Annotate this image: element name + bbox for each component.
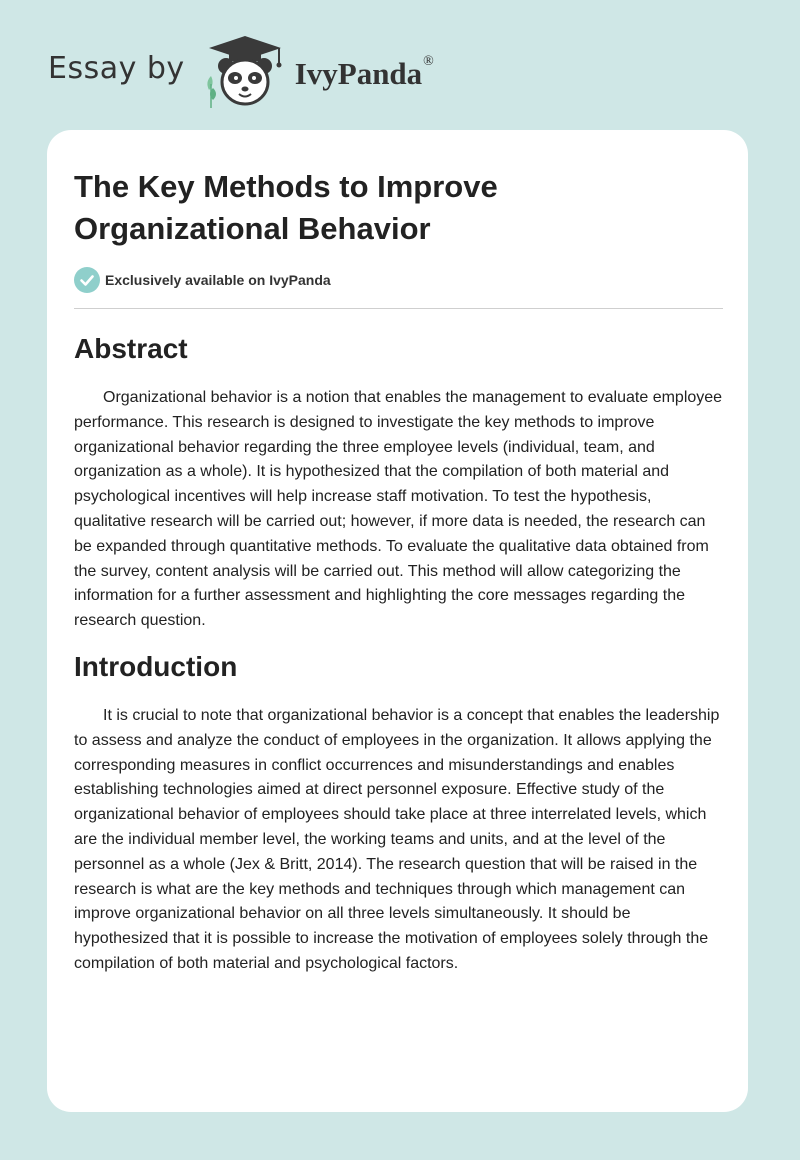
essay-card [47, 130, 748, 1112]
registered-mark: ® [423, 54, 434, 69]
essay-title: The Key Methods to Improve Organizational Behavior [74, 169, 498, 246]
section-abstract [74, 331, 722, 634]
section-heading-abstract: Abstract [74, 333, 188, 364]
site-header [48, 32, 434, 112]
abstract-paragraph: Organizational behavior is a notion that enables the management to evaluate employee performance. This research is designed to investigate the key methods to improve organizational behavior regarding the three employee levels (individual, team, and organization as a whole). It is hypothesized that the compilation of both material and psychological incentives will help increase staff motivation. To test the hypothesis, qualitative research will be carried out; however, if more data is needed, the research can be expanded through quantitative methods. To evaluate the qualitative data obtained from the survey, content analysis will be carried out. This method will allow categorizing the information for a further assessment and highlighting the core messages regarding the research question. [74, 389, 723, 630]
introduction-paragraph: It is crucial to note that organizational behavior is a concept that enables the leadership to assess and analyze the conduct of employees in the organization. It allows applying the corresponding measures in conflict occurrences and misunderstandings and enables establishing technologies aimed at direct personnel exposure. Effective study of the organizational behavior of employees should take place at three interrelated levels, which are the individual member level, the working teams and units, and at the level of the personnel as a whole (Jex & Britt, 2014). The research question that will be raised in the research is what are the key methods and techniques through which management can improve organizational behavior on all three levels simultaneously. It should be hypothesized that it is possible to increase the motivation of employees solely through the compilation of both material and psychological factors. [74, 706, 720, 972]
check-circle-icon [74, 267, 100, 293]
section-heading-introduction: Introduction [74, 650, 238, 682]
divider [74, 308, 723, 309]
exclusive-badge [74, 267, 722, 293]
section-introduction [74, 649, 722, 977]
brand-prefix: Essay by [48, 50, 185, 86]
badge-text: Exclusively available on IvyPanda [105, 272, 331, 288]
brand-name[interactable]: IvyPanda [294, 56, 423, 91]
essay-content [47, 130, 748, 977]
panda-graduate-icon[interactable] [199, 34, 291, 110]
